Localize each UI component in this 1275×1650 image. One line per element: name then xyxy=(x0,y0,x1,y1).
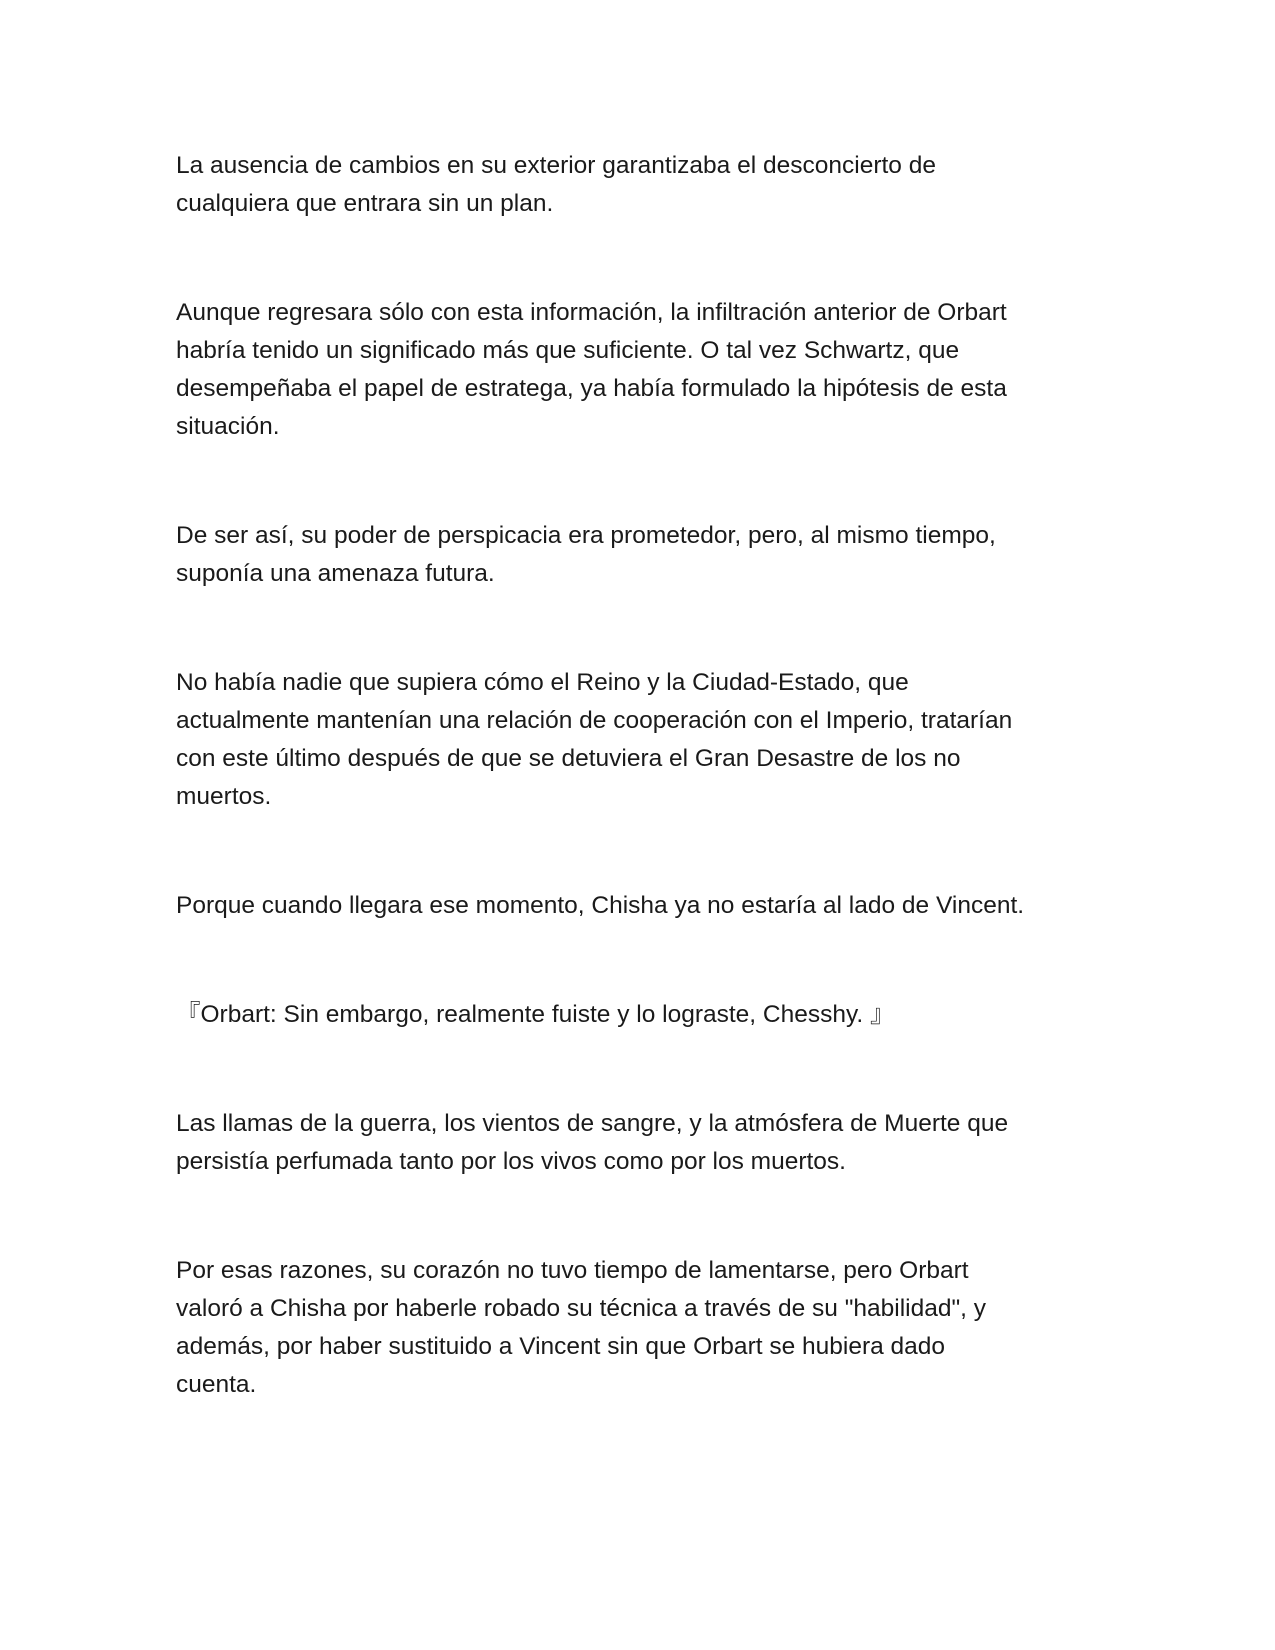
text-line: muertos. xyxy=(176,783,272,810)
text-line: cuenta. xyxy=(176,1371,257,1398)
text-line: Aunque regresara sólo con esta información, la infiltración anterior de Orbart xyxy=(176,299,1007,326)
text-line: cualquiera que entrara sin un plan. xyxy=(176,190,554,217)
text-line: actualmente mantenían una relación de cooperación con el Imperio, tratarían xyxy=(176,707,1013,734)
text-line: De ser así, su poder de perspicacia era prometedor, pero, al mismo tiempo, xyxy=(176,522,996,549)
paragraph-7 xyxy=(176,1105,1106,1181)
text-line: No había nadie que supiera cómo el Reino y la Ciudad-Estado, que xyxy=(176,669,909,696)
text-line: con este último después de que se detuviera el Gran Desastre de los no xyxy=(176,745,961,772)
text-line: habría tenido un significado más que suficiente. O tal vez Schwartz, que xyxy=(176,337,960,364)
text-line: persistía perfumada tanto por los vivos como por los muertos. xyxy=(176,1148,846,1175)
text-line: Porque cuando llegara ese momento, Chisha ya no estaría al lado de Vincent. xyxy=(176,892,1025,919)
text-line: situación. xyxy=(176,413,280,440)
text-line: además, por haber sustituido a Vincent sin que Orbart se hubiera dado xyxy=(176,1333,946,1360)
paragraph-1 xyxy=(176,147,1106,223)
text-line: valoró a Chisha por haberle robado su técnica a través de su "habilidad", y xyxy=(176,1295,987,1322)
text-line: Las llamas de la guerra, los vientos de sangre, y la atmósfera de Muerte que xyxy=(176,1110,1009,1137)
document-page xyxy=(176,147,1106,1404)
text-line: 『Orbart: Sin embargo, realmente fuiste y lo lograste, Chesshy. 』 xyxy=(176,1001,895,1028)
paragraph-3 xyxy=(176,517,1106,593)
text-line: desempeñaba el papel de estratega, ya había formulado la hipótesis de esta xyxy=(176,375,1007,402)
paragraph-5 xyxy=(176,887,1106,925)
paragraph-8 xyxy=(176,1252,1106,1404)
text-line: Por esas razones, su corazón no tuvo tiempo de lamentarse, pero Orbart xyxy=(176,1257,969,1284)
text-line: suponía una amenaza futura. xyxy=(176,560,495,587)
paragraph-4 xyxy=(176,664,1106,816)
paragraph-2 xyxy=(176,294,1106,446)
text-line: La ausencia de cambios en su exterior garantizaba el desconcierto de xyxy=(176,152,936,179)
dialogue-line xyxy=(176,996,1106,1034)
